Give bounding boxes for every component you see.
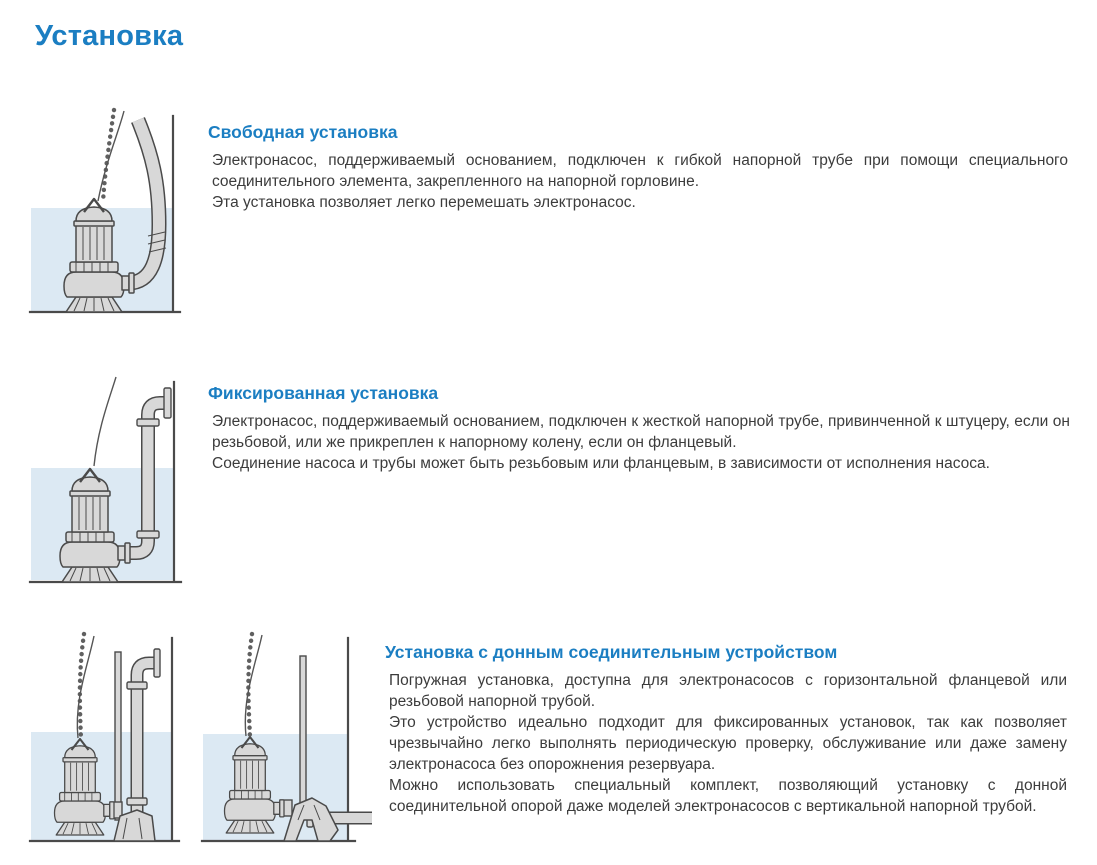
paragraph: Можно использовать специальный комплект, позволяющий установку с донной соединительной опорой даже моделей электронасосов с вертикальной напорной трубой.: [389, 777, 1067, 815]
paragraph: Погружная установка, доступна для электронасосов с горизонтальной фланцевой или резьбовой напорной трубой.: [389, 672, 1067, 710]
paragraph: Электронасос, поддерживаемый основанием, подключен к гибкой напорной трубе при помощи специального соединительного элемента, закрепленного на напорной горловине.: [212, 152, 1068, 190]
section-heading: Свободная установка: [208, 122, 398, 142]
paragraph: Это устройство идеально подходит для фиксированных установок, так как позволяет чрезвычайно легко выполнять периодическую проверку, обслуживание или даже замену электронасоса без опорожнения резервуара.: [389, 714, 1067, 773]
page-title: Установка: [35, 20, 184, 52]
paragraph: Соединение насоса и трубы может быть резьбовым или фланцевым, в зависимости от исполнения насоса.: [212, 455, 990, 472]
section-free-installation: [208, 122, 1068, 213]
chain-icon: [103, 110, 114, 203]
paragraph: Эта установка позволяет легко перемешать электронасос.: [212, 194, 636, 211]
section-heading: Фиксированная установка: [208, 383, 439, 403]
section-bottom-coupling: [385, 642, 1067, 817]
guide-rail-icon: [115, 652, 121, 820]
bottom-coupling-vertical-pipe-illustration: [28, 630, 188, 853]
paragraph: Электронасос, поддерживаемый основанием, подключен к жесткой напорной трубе, привинченной к штуцеру, если он резьбовой, или же прикреплен к напорному колену, если он фланцевый.: [212, 413, 1070, 451]
section-fixed-installation: [208, 383, 1070, 474]
free-installation-illustration: [28, 106, 188, 321]
guide-rod-icon: [300, 656, 306, 808]
cable-icon: [94, 377, 116, 466]
bottom-coupling-horizontal-pipe-illustration: [200, 630, 377, 853]
section-heading: Установка с донным соединительным устройством: [385, 642, 838, 662]
fixed-installation-illustration: [28, 372, 188, 591]
